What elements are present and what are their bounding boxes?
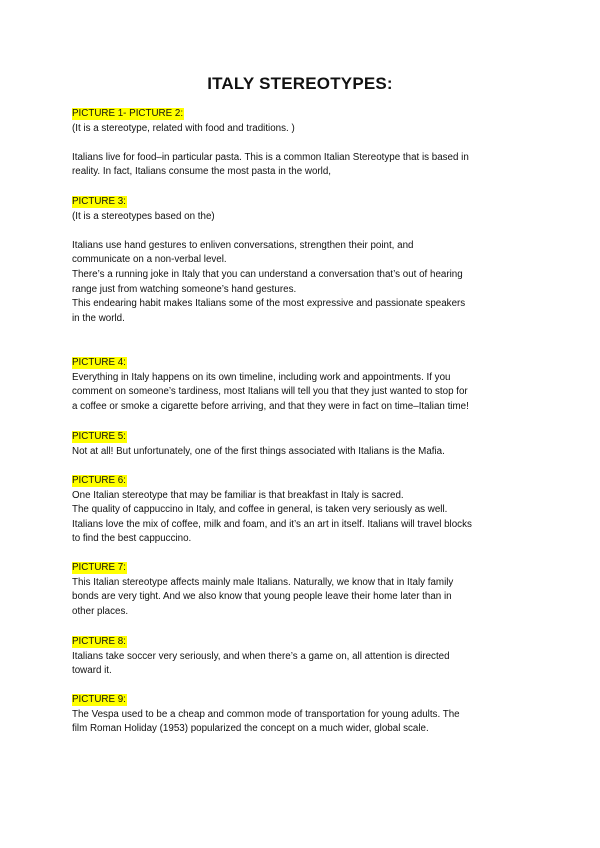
text-line: One Italian stereotype that may be familiar is that breakfast in Italy is sacred.	[72, 489, 404, 501]
text-line: comment on someone’s tardiness, most Italians will tell you that they just wanted to stop for	[72, 386, 468, 398]
section-picture-9	[72, 693, 460, 737]
text-line: Everything in Italy happens on its own timeline, including work and appointments. If you	[72, 371, 451, 383]
section-picture-5	[72, 430, 445, 459]
section-picture-7	[72, 561, 453, 619]
text-line: a coffee or smoke a cigarette before arriving, and that they were in fact on time–Italian time!	[72, 400, 469, 412]
text-line: to find the best cappuccino.	[72, 533, 192, 545]
text-line: Not at all! But unfortunately, one of the first things associated with Italians is the Mafia.	[72, 445, 445, 457]
section-heading: PICTURE 7:	[72, 562, 126, 573]
text-line: toward it.	[72, 665, 112, 677]
text-line: There’s a running joke in Italy that you can understand a conversation that’s out of hearing	[72, 268, 463, 280]
text-line: Italians live for food–in particular pasta. This is a common Italian Stereotype that is based in	[72, 151, 469, 163]
text-line: (It is a stereotypes based on the)	[72, 210, 215, 222]
text-line: reality. In fact, Italians consume the most pasta in the world,	[72, 166, 332, 178]
section-picture-1-2	[72, 107, 469, 180]
section-heading: PICTURE 6:	[72, 475, 126, 486]
section-heading: PICTURE 1- PICTURE 2:	[72, 108, 184, 119]
text-line: bonds are very tight. And we also know that young people leave their home later than in	[72, 591, 452, 603]
text-line: The Vespa used to be a cheap and common mode of transportation for young adults. The	[72, 708, 460, 720]
section-picture-8	[72, 635, 450, 679]
text-line: This endearing habit makes Italians some of the most expressive and passionate speakers	[72, 298, 466, 310]
section-heading: PICTURE 5:	[72, 431, 126, 442]
paragraph-gap	[72, 224, 465, 239]
text-line: Italians use hand gestures to enliven conversations, strengthen their point, and	[72, 239, 414, 251]
section-picture-4	[72, 356, 469, 414]
page-title: ITALY STEREOTYPES:	[207, 74, 393, 93]
section-heading: PICTURE 4:	[72, 357, 126, 368]
section-heading: PICTURE 8:	[72, 636, 126, 647]
text-line: Italians love the mix of coffee, milk and foam, and it’s an art in itself. Italians will travel blocks	[72, 518, 472, 530]
text-line: in the world.	[72, 312, 125, 324]
text-line: range just from watching someone’s hand gestures.	[72, 283, 297, 295]
section-picture-6	[72, 474, 472, 547]
text-line: film Roman Holiday (1953) popularized the concept on a much wider, global scale.	[72, 723, 429, 735]
text-line: other places.	[72, 605, 129, 617]
text-line: communicate on a non-verbal level.	[72, 254, 227, 266]
text-line: The quality of cappuccino in Italy, and coffee in general, is taken very seriously as well.	[72, 504, 448, 516]
text-line: (It is a stereotype, related with food and traditions. )	[72, 122, 295, 134]
text-line: Italians take soccer very seriously, and when there’s a game on, all attention is directed	[72, 650, 450, 662]
section-heading: PICTURE 9:	[72, 694, 126, 705]
text-line: This Italian stereotype affects mainly male Italians. Naturally, we know that in Italy family	[72, 576, 454, 588]
section-picture-3	[72, 195, 465, 326]
section-heading: PICTURE 3:	[72, 196, 126, 207]
paragraph-gap	[72, 136, 469, 151]
